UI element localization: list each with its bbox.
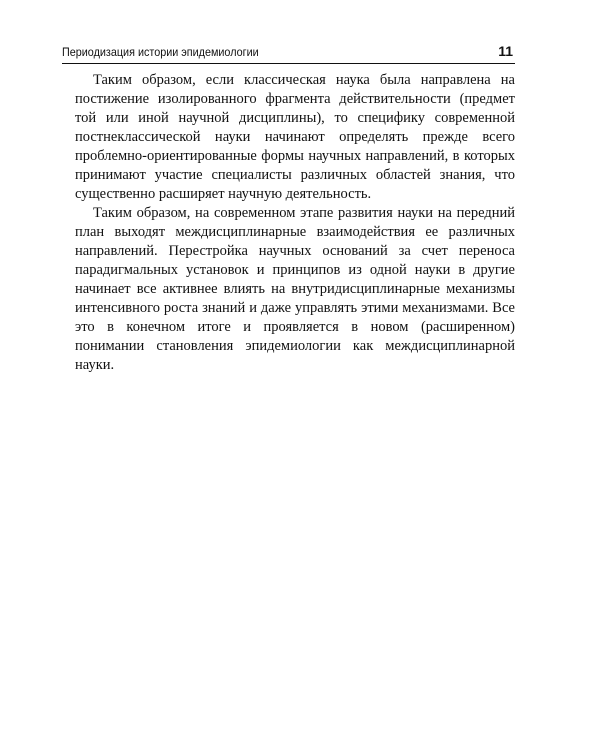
paragraph: Таким образом, если классическая наука была направлена на постижение изолированного фрагмента действительности (предмет той или иной научной дисциплины), то специфику современной постнеклассической науки начинают определять прежде всего проблемно-ориентированные формы научных направлений, в которых принимают участие специалисты различных областей знания, что существенно расширяет научную деятельность. [75,72,515,202]
paragraph: Таким образом, на современном этапе развития науки на передний план выходят междисциплинарные взаимодействия ее различных направлений. Перестройка научных оснований за счет переноса парадигмальных установок и принципов из одной науки в другие начинает все активнее влиять на внутридисциплинарные механизмы интенсивного роста знаний и даже управлять этими механизмами. Все это в конечном итоге и проявляется в новом (расширенном) понимании становления эпидемиологии как междисциплинарной науки. [75,205,515,373]
running-header-title: Периодизация истории эпидемиологии [62,45,259,59]
page-number: 11 [498,43,513,59]
body-text [75,71,515,375]
running-header [62,41,515,64]
